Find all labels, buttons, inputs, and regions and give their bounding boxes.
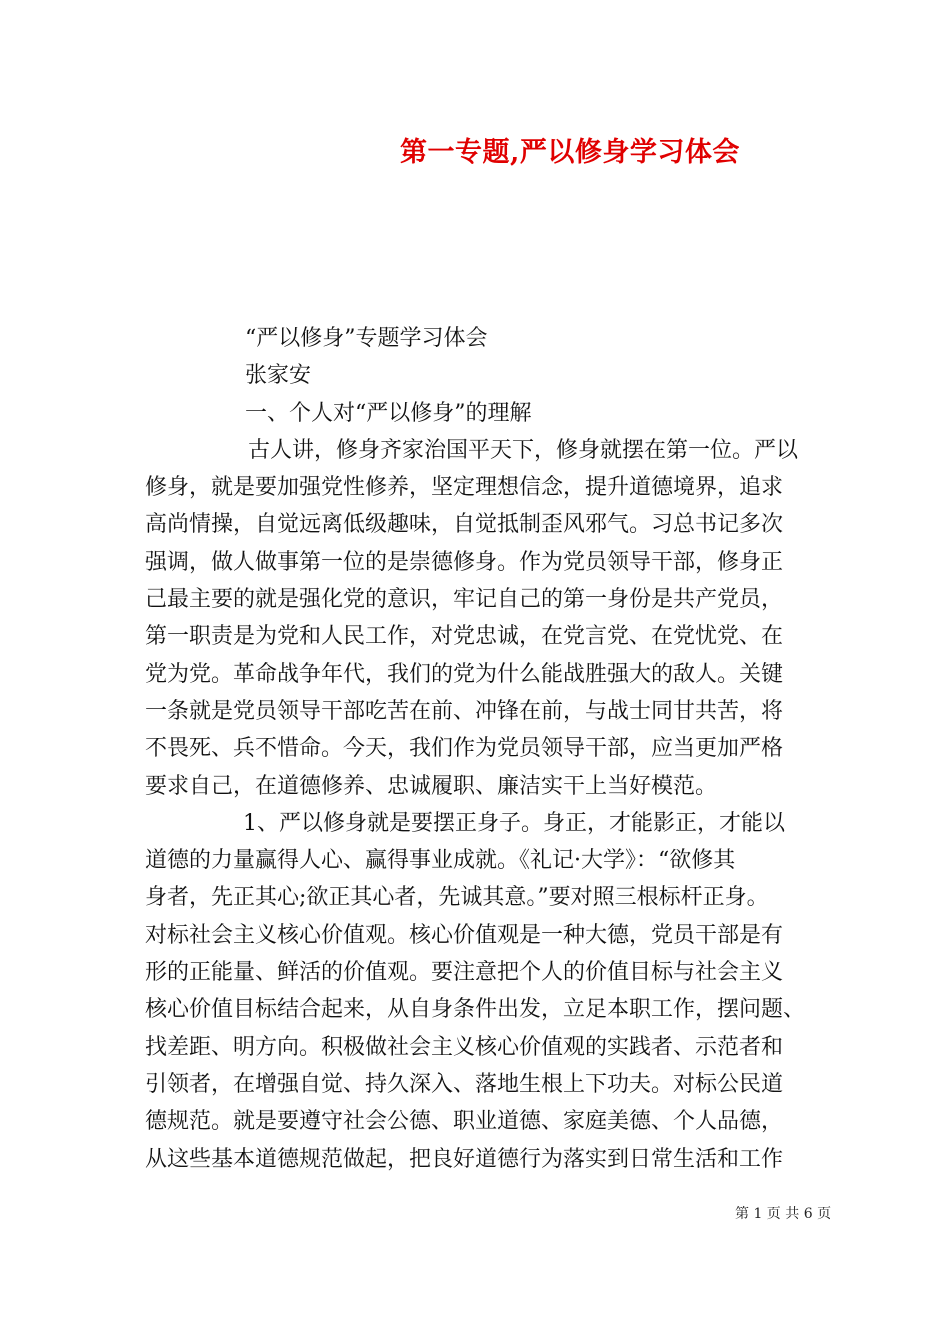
paragraph-line: 第一职责是为党和人民工作，对党忠诚，在党言党、在党忧党、在 [145, 624, 784, 650]
paragraph-line: 一条就是党员领导干部吃苦在前、冲锋在前，与战士同甘共苦，将 [145, 698, 784, 724]
paragraph-line: 1、严以修身就是要摆正身子。身正，才能影正，才能以 [243, 810, 785, 836]
paragraph-line: 引领者，在增强自觉、持久深入、落地生根上下功夫。对标公民道 [145, 1071, 784, 1097]
paragraph-line: 核心价值目标结合起来，从自身条件出发，立足本职工作，摆问题、 [145, 997, 806, 1023]
paragraph-line: 从这些基本道德规范做起，把良好道德行为落实到日常生活和工作 [145, 1146, 784, 1172]
paragraph-2 [145, 805, 810, 1178]
paragraph-line: 党为党。革命战争年代，我们的党为什么能战胜强大的敌人。关键 [145, 661, 784, 687]
paragraph-1 [145, 432, 810, 805]
paragraph-line: 德规范。就是要遵守社会公德、职业道德、家庭美德、个人品德， [145, 1109, 784, 1135]
paragraph-line: 道德的力量赢得人心、赢得事业成就。《礼记·大学》：“欲修其 [145, 848, 736, 874]
paragraph-line: 强调，做人做事第一位的是崇德修身。作为党员领导干部，修身正 [145, 549, 784, 575]
paragraph-line: 要求自己，在道德修养、忠诚履职、廉洁实干上当好模范。 [145, 773, 718, 799]
paragraph-line: 己最主要的就是强化党的意识，牢记自己的第一身份是共产党员， [145, 587, 784, 613]
paragraph-line: 高尚情操，自觉远离低级趣味，自觉抵制歪风邪气。习总书记多次 [145, 512, 784, 538]
subtitle: “严以修身”专题学习体会 [245, 326, 488, 351]
document-title: 第一专题,严以修身学习体会 [400, 137, 740, 168]
paragraph-line: 找差距、明方向。积极做社会主义核心价值观的实践者、示范者和 [145, 1034, 784, 1060]
paragraph-line: 古人讲，修身齐家治国平天下，修身就摆在第一位。严以 [248, 437, 799, 463]
paragraph-line: 身者，先正其心;欲正其心者，先诚其意。”要对照三根标杆正身。 [145, 885, 769, 911]
paragraph-line: 对标社会主义核心价值观。核心价值观是一种大德，党员干部是有 [145, 922, 784, 948]
section-heading: 一、个人对“严以修身”的理解 [245, 400, 532, 426]
author: 张家安 [245, 363, 312, 389]
paragraph-line: 修身，就是要加强党性修养，坚定理想信念，提升道德境界，追求 [145, 475, 784, 501]
document-body [145, 320, 810, 1178]
paragraph-line: 不畏死、兵不惜命。今天，我们作为党员领导干部，应当更加严格 [145, 736, 784, 762]
paragraph-line: 形的正能量、鲜活的价值观。要注意把个人的价值目标与社会主义 [145, 960, 784, 986]
page-footer: 第 1 页 共 6 页 [735, 1206, 832, 1222]
